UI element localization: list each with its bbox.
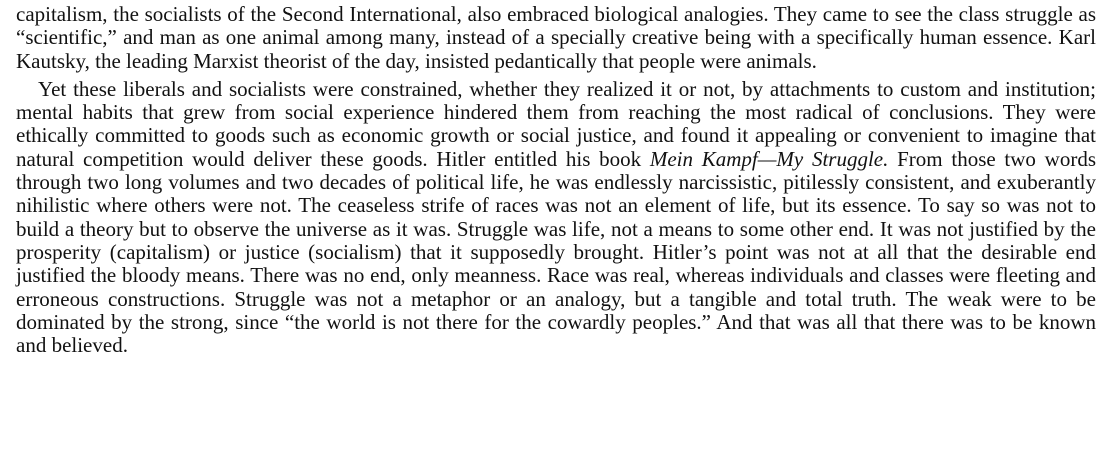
paragraph-2-text-after-title: From those two words through two long volumes and two decades of political life, he was endlessly narcissistic, pitilessly consistent, and exuberantly nihilistic where others were not. The ceaseless strife of races was not an element of life, but its essence. To say so was not to build a theory but to observe the universe as it was. Struggle was life, not a means to some other end. It was not justified by the prosperity (capitalism) or justice (socialism) that it supposedly brought. Hitler’s point was not at all that the desirable end justified the bloody means. There was no end, only meanness. Race was real, whereas individuals and classes were fleeting and erroneous constructions. Struggle was not a metaphor or an analogy, but a tangible and total truth. The weak were to be dominated by the strong, since “the world is not there for the cowardly peoples.” And that was all that there was to be known and believed. — [16, 146, 1096, 358]
paragraph-2 — [16, 78, 1096, 358]
paragraph-1-text: capitalism, the socialists of the Second International, also embraced biological analogies. They came to see the class struggle as “scientific,” and man as one animal among many, instead of a specially creative being with a specifically human essence. Karl Kautsky, the leading Marxist theorist of the day, insisted pedantically that people were animals. — [16, 2, 1096, 73]
book-title: Mein Kampf—My Struggle. — [649, 146, 889, 171]
paragraph-2-text-before-title: Yet these liberals and socialists were constrained, whether they realized it or not, by attachments to custom and institution; mental habits that grew from social experience hindered them from reaching the most radical of conclusions. They were ethically committed to goods such as economic growth or social justice, and found it appealing or convenient to imagine that natural competition would deliver these goods. Hitler entitled his book — [16, 76, 1096, 171]
paragraph-1 — [16, 3, 1096, 73]
